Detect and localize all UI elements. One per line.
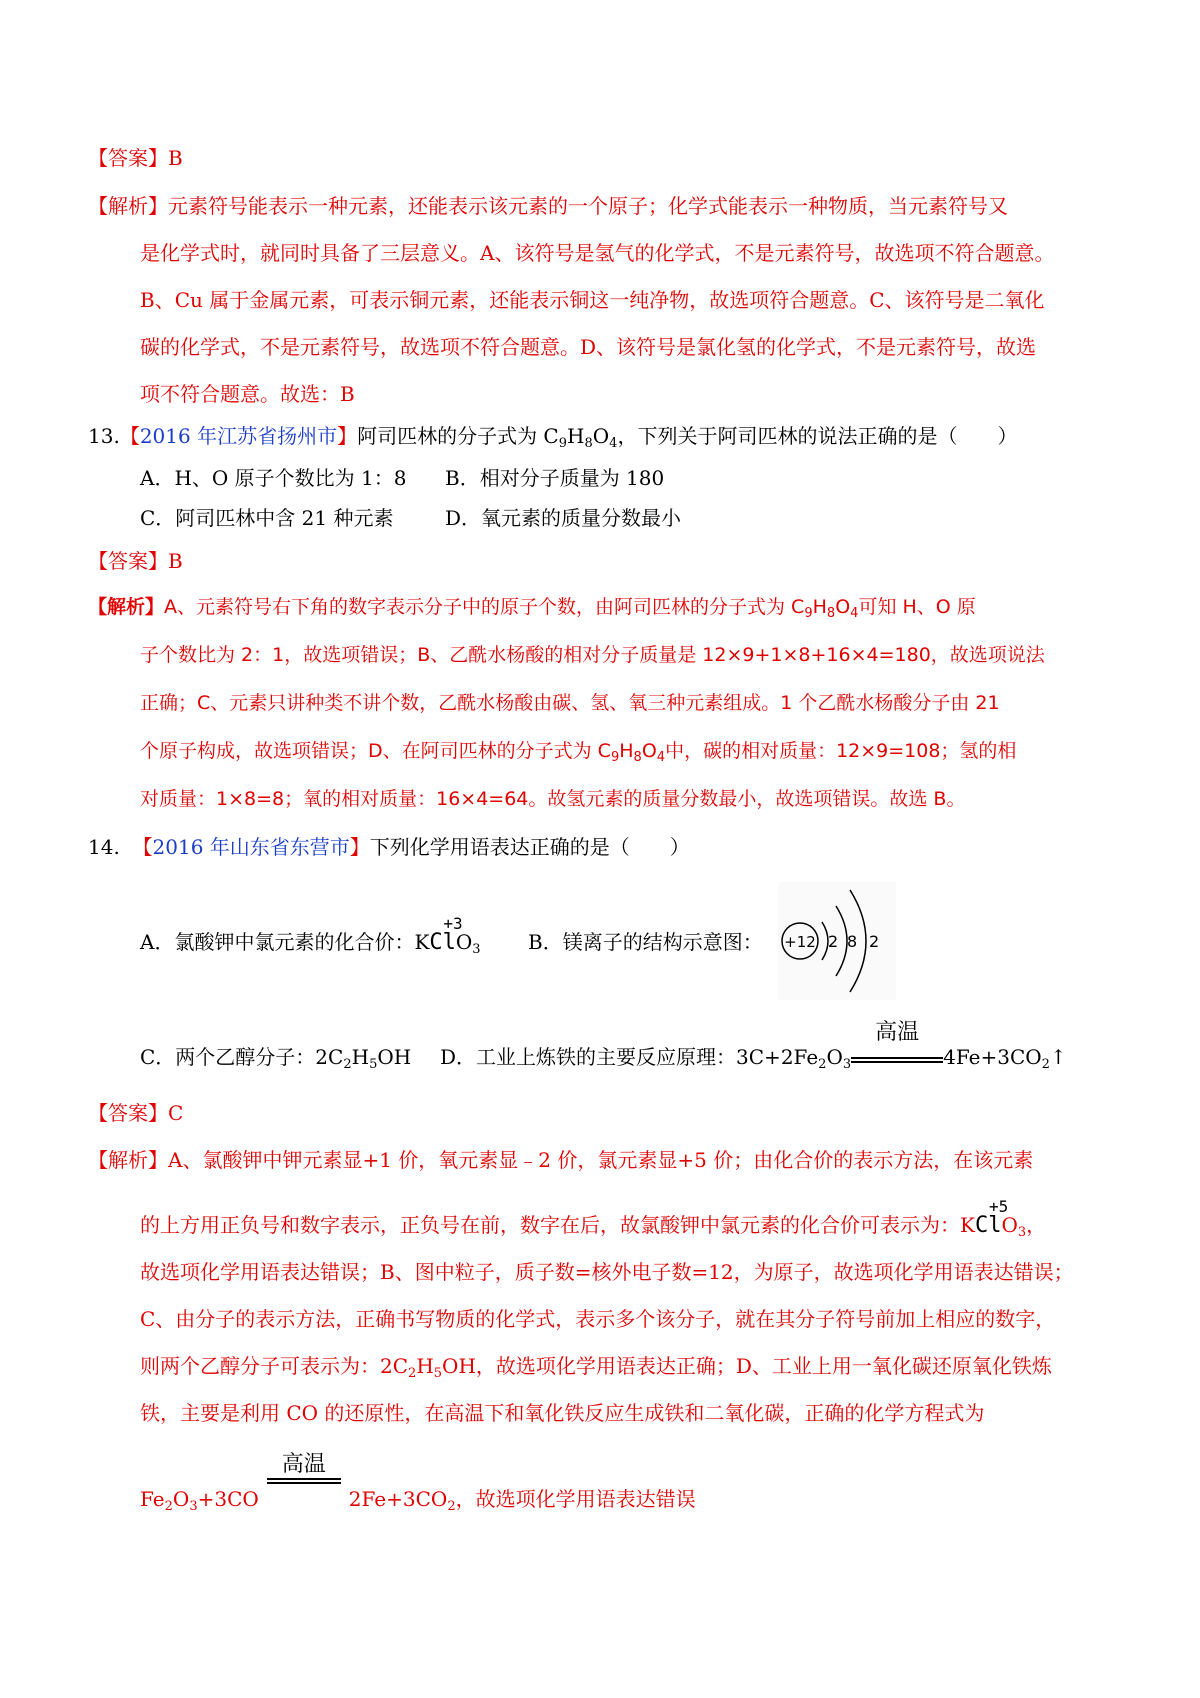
- answer-value: B: [168, 549, 183, 573]
- q13-analysis-line-4: 个原子构成，故选项错误；D、在阿司匹林的分子式为 $C_9H_8O_4$中，碳的相对质量：12×9=108；氢的相: [140, 740, 1017, 765]
- q14-analysis-line-4: C、由分子的表示方法，正确书写物质的化学式，表示多个该分子，就在其分子符号前加上相应的数字，: [140, 1307, 1056, 1331]
- question-source: 2016 年山东省东营市: [152, 835, 350, 859]
- answer-value: C: [168, 1101, 184, 1125]
- q13-option-c: C．阿司匹林中含 21 种元素: [140, 506, 394, 530]
- q14-analysis-line-5: 则两个乙醇分子可表示为：$2C_2H_5OH$，故选项化学用语表达正确；D、工业上用一氧化碳还原氧化铁炼: [140, 1354, 1052, 1381]
- q14-analysis-line-3: 故选项化学用语表达错误；B、图中粒子，质子数=核外电子数=12，为原子，故选项化学用语表达错误；: [140, 1260, 1074, 1284]
- q13-answer-line: [88, 546, 183, 576]
- q14-analysis-line-2: 的上方用正负号和数字表示，正负号在前，数字在后，故氯酸钾中氯元素的化合价可表示为：K +5 ClO$_3$，: [140, 1197, 1047, 1240]
- magnesium-ion-structure-diagram: [778, 882, 896, 1000]
- shell-2-electrons: 8: [847, 932, 858, 951]
- answer-tag: 【答案】: [88, 1101, 168, 1125]
- q14-answer-line: [88, 1098, 183, 1128]
- q12-analysis-line-4: 碳的化学式，不是元素符号，故选项不符合题意。D、该符号是氯化氢的化学式，不是元素符号，故选: [140, 335, 1037, 359]
- analysis-tag: 【解析】: [88, 1148, 168, 1172]
- q13-option-d: D．氧元素的质量分数最小: [445, 506, 682, 530]
- valence-notation: +5 Cl: [974, 1197, 1009, 1238]
- nucleus-charge: +12: [784, 933, 816, 951]
- shell-1-electrons: 2: [828, 932, 839, 951]
- q13-option-b: B．相对分子质量为 180: [445, 466, 665, 490]
- q14-option-c: C．两个乙醇分子：$2C_2H_5OH$: [140, 1045, 412, 1072]
- q12-analysis-line-2: 是化学式时，就同时具备了三层意义。A、该符号是氢气的化学式，不是元素符号，故选项不符合题意。: [140, 241, 1055, 265]
- q13-analysis-line-2: 子个数比为 2：1，故选项错误；B、乙酰水杨酸的相对分子质量是 12×9+1×8+16×4=180，故选项说法: [140, 644, 1045, 666]
- analysis-tag: 【解析】: [88, 596, 165, 618]
- q14-option-a: A．氯酸钾中氯元素的化合价：K +3 ClO$_3$: [140, 914, 481, 957]
- reaction-condition: 高温: [267, 1484, 341, 1514]
- analysis-tag: 【解析】: [88, 194, 168, 218]
- q14-option-d: D．工业上炼铁的主要反应原理：$3C+2Fe_2O_3$ 高温 $4Fe+3CO_2↑$: [440, 1020, 1067, 1072]
- q12-analysis-line-1: [88, 191, 1008, 221]
- q12-answer-line: [88, 143, 183, 173]
- q12-analysis-line-3: B、Cu 属于金属元素，可表示铜元素，还能表示铜这一纯净物，故选项符合题意。C、该符号是二氧化: [140, 288, 1045, 312]
- shell-3-electrons: 2: [869, 932, 880, 951]
- q14-analysis-line-6: 铁，主要是利用 CO 的还原性，在高温下和氧化铁反应生成铁和二氧化碳，正确的化学方程式为: [140, 1401, 985, 1425]
- q14-stem: 14. 【2016 年山东省东营市】下列化学用语表达正确的是（ ）: [88, 835, 690, 859]
- analysis-text: 元素符号能表示一种元素，还能表示该元素的一个原子；化学式能表示一种物质，当元素符号又: [168, 194, 1008, 218]
- question-number: 14.: [88, 835, 120, 859]
- q13-analysis-line-1: 【解析】A、元素符号右下角的数字表示分子中的原子个数，由阿司匹林的分子式为 $C_9H_8O_4$可知 H、O 原: [88, 596, 976, 621]
- q13-stem: 13.【2016 年江苏省扬州市】阿司匹林的分子式为 $C_9H_8O_4$，下列关于阿司匹林的说法正确的是（ ）: [88, 424, 1018, 451]
- question-number: 13.: [88, 424, 120, 448]
- q13-option-a: A．H、O 原子个数比为 1：8: [140, 466, 407, 490]
- q14-analysis-line-1: 【解析】A、氯酸钾中钾元素显+1 价，氧元素显﹣2 价，氯元素显+5 价；由化合价的表示方法，在该元素: [88, 1148, 1034, 1172]
- answer-value: B: [168, 146, 183, 170]
- q14-option-b: B．镁离子的结构示意图：: [528, 930, 763, 954]
- q14-analysis-equation: $Fe_2O_3+3CO$ 高温 $2Fe+3CO_2$，故选项化学用语表达错误: [140, 1452, 696, 1514]
- question-source: 2016 年江苏省扬州市: [139, 424, 338, 448]
- answer-tag: 【答案】: [88, 146, 168, 170]
- q13-analysis-line-5: 对质量：1×8=8；氧的相对质量：16×4=64。故氢元素的质量分数最小，故选项错误。故选 B。: [140, 788, 966, 810]
- reaction-condition: 高温: [851, 1042, 943, 1072]
- answer-tag: 【答案】: [88, 549, 168, 573]
- q12-analysis-line-5: 项不符合题意。故选：B: [140, 382, 355, 406]
- valence-notation: +3 Cl: [429, 914, 463, 955]
- q13-analysis-line-3: 正确；C、元素只讲种类不讲个数，乙酰水杨酸由碳、氢、氧三种元素组成。1 个乙酰水杨酸分子由 21: [140, 692, 1000, 714]
